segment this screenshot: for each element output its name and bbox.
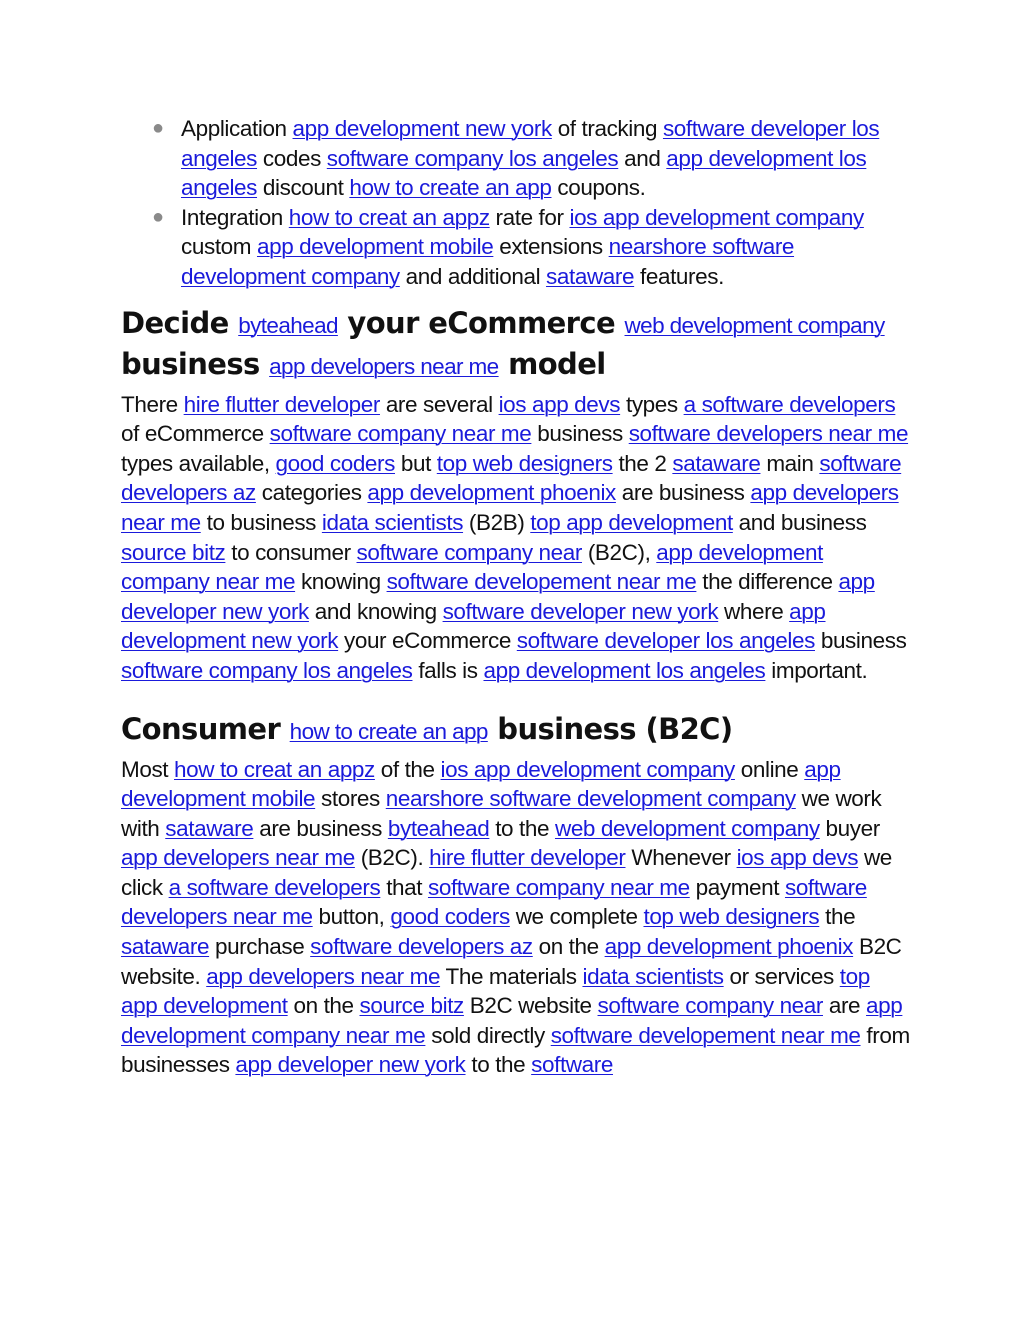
inline-link[interactable]: top web designers <box>436 450 613 476</box>
inline-link[interactable]: sataware <box>546 263 635 289</box>
inline-link[interactable]: app development company near me <box>121 993 903 1048</box>
inline-link[interactable]: how to create an app <box>289 718 488 744</box>
inline-link[interactable]: good coders <box>275 450 395 476</box>
inline-link[interactable]: software developers near me <box>628 421 909 447</box>
inline-link[interactable]: app development new york <box>292 116 552 141</box>
inline-link[interactable]: hire flutter developer <box>183 391 380 417</box>
inline-link[interactable]: app development phoenix <box>367 480 616 506</box>
inline-link[interactable]: ios app development company <box>569 204 864 230</box>
inline-link[interactable]: app development phoenix <box>604 934 854 960</box>
inline-link[interactable]: a software developers <box>168 874 381 900</box>
inline-link[interactable]: app development new york <box>121 598 826 654</box>
inline-link[interactable]: web development company <box>554 815 820 841</box>
inline-link[interactable]: software developer los angeles <box>516 628 815 654</box>
inline-link[interactable]: ios app devs <box>736 845 859 871</box>
inline-link[interactable]: web development company <box>624 312 885 338</box>
inline-link[interactable]: sataware <box>165 815 254 841</box>
inline-link[interactable]: app development mobile <box>256 234 494 260</box>
inline-link[interactable]: software developer los angeles <box>181 116 880 171</box>
inline-link[interactable]: software company los angeles <box>326 145 619 171</box>
inline-link[interactable]: software company near <box>356 539 582 565</box>
inline-link[interactable]: sataware <box>672 450 761 476</box>
inline-link[interactable]: software developer new york <box>442 598 719 624</box>
inline-link[interactable]: app development los angeles <box>181 145 867 201</box>
inline-link[interactable]: software company near me <box>427 874 690 900</box>
bullet-item <box>152 114 911 203</box>
inline-link[interactable]: source bitz <box>359 993 464 1019</box>
inline-link[interactable]: sataware <box>121 934 210 960</box>
inline-link[interactable]: software company near me <box>269 421 532 447</box>
inline-link[interactable]: app development mobile <box>121 756 841 812</box>
inline-link[interactable]: idata scientists <box>321 509 464 535</box>
inline-link[interactable]: nearshore software development company <box>181 234 795 289</box>
inline-link[interactable]: how to creat an appz <box>174 756 375 782</box>
inline-link[interactable]: software developement near me <box>550 1022 861 1048</box>
inline-link[interactable]: top web designers <box>643 904 820 930</box>
bullet-item-text: Application app development new york of tracking software developer los angeles codes software company los angeles and app development los angeles discount how to create an app coupons. <box>181 116 880 201</box>
bullet-dot-icon: ● <box>152 205 164 228</box>
bullet-item-text: Integration how to creat an appz rate for ios app development company custom app development mobile extensions nearshore software development company and additional sataware features. <box>181 204 864 289</box>
inline-link[interactable]: top app development <box>530 509 733 535</box>
inline-link[interactable]: app development company near me <box>121 539 823 595</box>
inline-link[interactable]: software developement near me <box>386 569 697 595</box>
inline-link[interactable]: good coders <box>390 904 510 930</box>
inline-link[interactable]: software developers az <box>310 934 533 960</box>
inline-link[interactable]: app developer new york <box>235 1052 466 1078</box>
inline-link[interactable]: app developers near me <box>206 963 441 989</box>
paragraph-decide: There hire flutter developer are several ios app devs types a software developers of eCommerce software company near me business software developers near me types available, good coders but top web designers the 2 sataware main software developers az categories app development phoenix are business app developers near me to business idata scientists (B2B) top app development and business source bitz to consumer software company near (B2C), app development company near me knowing software developement near me the difference app developer new york and knowing software developer new york where app development new york your eCommerce software developer los angeles business software company los angeles falls is app development los angeles important. <box>121 391 909 683</box>
inline-link[interactable]: software <box>531 1052 613 1078</box>
inline-link[interactable]: nearshore software development company <box>385 786 796 812</box>
feature-bullet-list <box>121 114 911 292</box>
inline-link[interactable]: byteahead <box>387 815 490 841</box>
inline-link[interactable]: source bitz <box>121 539 226 565</box>
paragraph-consumer: Most how to creat an appz of the ios app development company online app development mobile stores nearshore software development company we work with sataware are business byteahead to the web development company buyer app developers near me (B2C). hire flutter developer Whenever ios app devs we click a software developers that software company near me payment software developers near me button, good coders we complete top web designers the sataware purchase software developers az on the app development phoenix B2C website. app developers near me The materials idata scientists or services top app development on the source bitz B2C website software company near are app development company near me sold directly software developement near me from businesses app developer new york to the software <box>121 756 910 1078</box>
inline-link[interactable]: app developer new york <box>121 569 875 624</box>
inline-link[interactable]: how to creat an appz <box>288 204 490 230</box>
inline-link[interactable]: app developers near me <box>121 845 355 871</box>
inline-link[interactable]: a software developers <box>683 391 896 417</box>
inline-link[interactable]: hire flutter developer <box>429 845 626 871</box>
inline-link[interactable]: ios app development company <box>440 756 735 782</box>
inline-link[interactable]: how to create an app <box>349 175 552 201</box>
inline-link[interactable]: idata scientists <box>582 963 724 989</box>
inline-link[interactable]: byteahead <box>238 312 338 338</box>
inline-link[interactable]: software company near <box>597 993 823 1019</box>
inline-link[interactable]: app development los angeles <box>483 657 766 683</box>
section-heading-consumer: Consumer how to create an app business (B2C) <box>121 711 733 746</box>
bullet-dot-icon: ● <box>152 117 164 139</box>
inline-link[interactable]: software developers near me <box>121 874 867 930</box>
inline-link[interactable]: software company los angeles <box>121 657 413 683</box>
inline-link[interactable]: ios app devs <box>498 391 621 417</box>
inline-link[interactable]: app developers near me <box>269 353 499 379</box>
document-page <box>121 114 911 1080</box>
bullet-item <box>152 203 911 292</box>
inline-link[interactable]: software developers az <box>121 450 902 506</box>
inline-link[interactable]: app developers near me <box>121 480 899 535</box>
section-heading-decide: Decide byteahead your eCommerce web development company business app developers near me model <box>121 305 885 381</box>
inline-link[interactable]: top app development <box>121 963 870 1019</box>
